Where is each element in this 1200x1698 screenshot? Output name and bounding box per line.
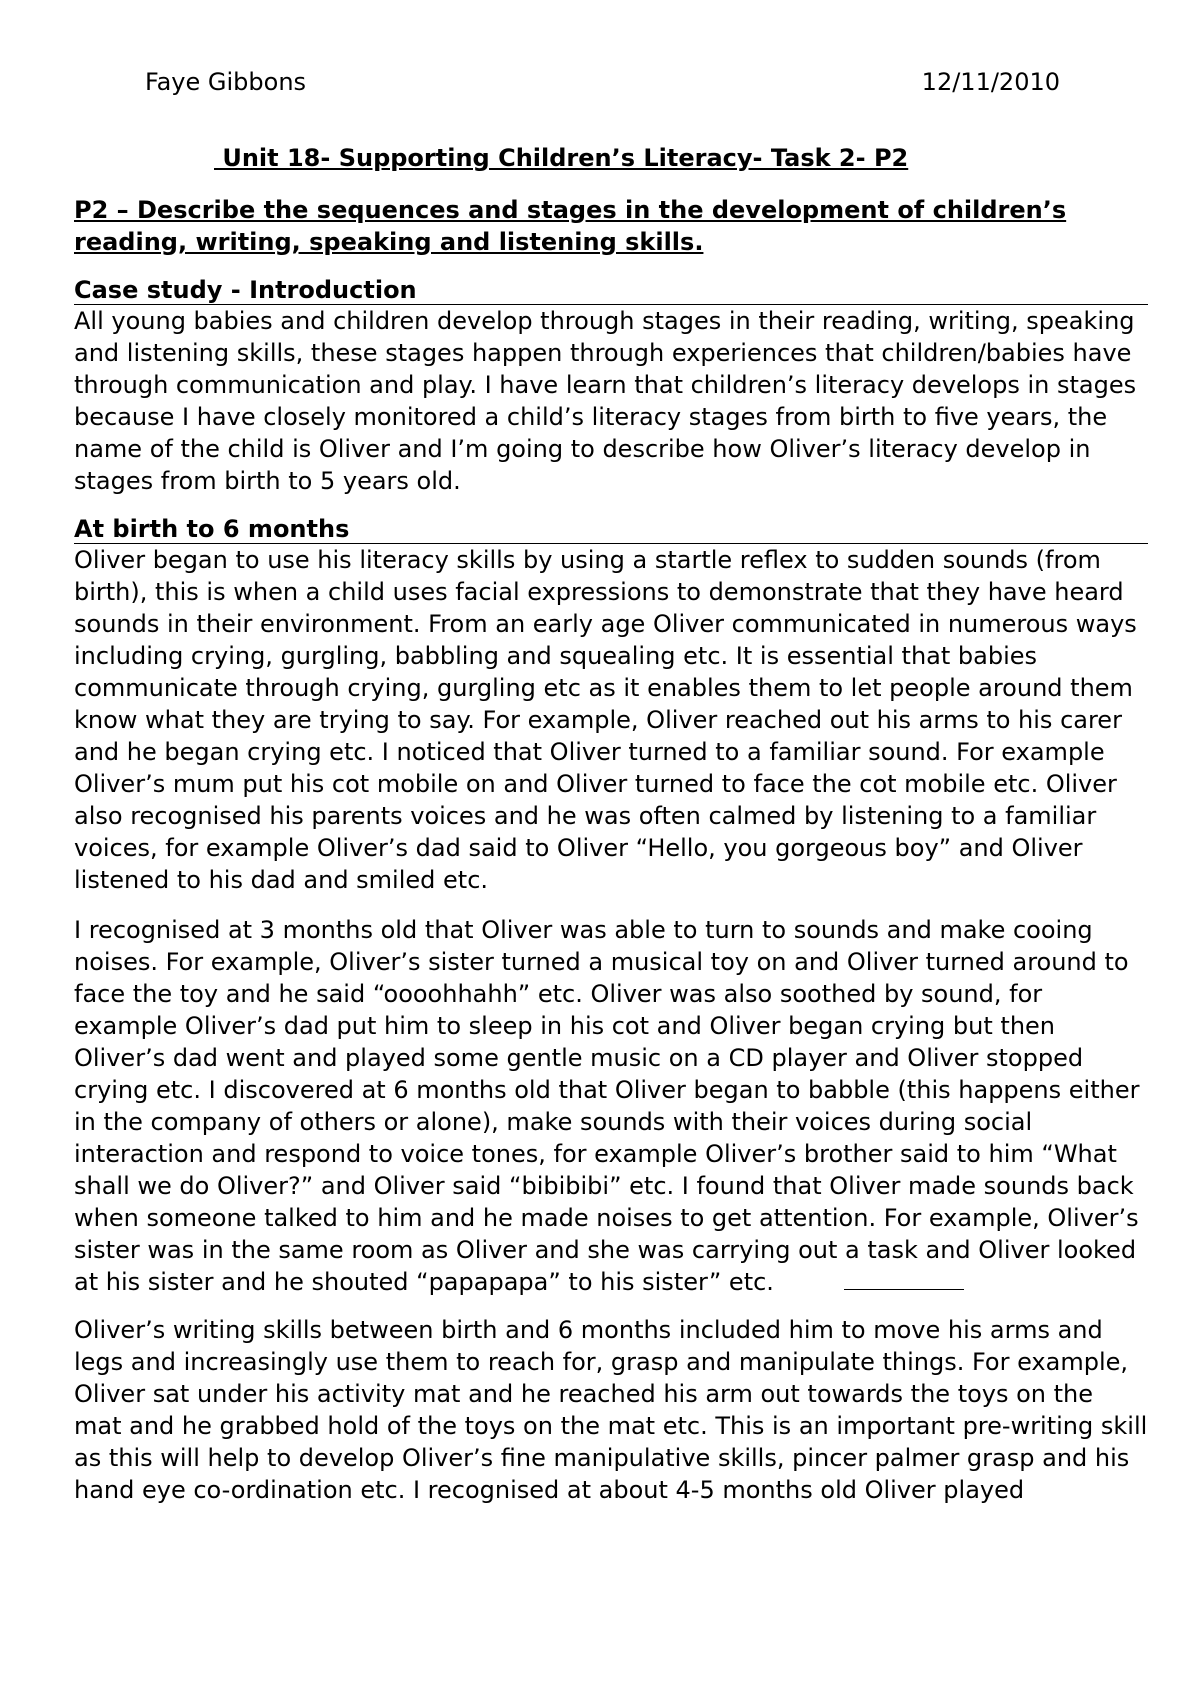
paragraph: Oliver’s writing skills between birth and 6 months included him to move his arms and legs and increasingly use them to reach for, grasp and manipulate things. For example, Oliver sat under his activity mat and he reached his arm out towards the toys on the mat and he grabbed hold of the toys on the mat etc. This is an important pre-writing skill as this will help to develop Oliver’s fine manipulative skills, pincer palmer grasp and his hand eye co-ordination etc. I recognised at about 4-5 months old Oliver played (74, 1316, 1148, 1504)
document-title: Unit 18- Supporting Children’s Literacy- Task 2- P2 (214, 144, 909, 172)
document-date: 12/11/2010 (921, 68, 1060, 96)
paragraph (74, 914, 1148, 1298)
task-question: P2 – Describe the sequences and stages in the development of children’s reading, writing, speaking and listening skills. (74, 196, 1067, 256)
document-body (74, 194, 1148, 1524)
section-heading: At birth to 6 months (74, 515, 1148, 544)
document-header (145, 68, 1060, 102)
paragraph-text: I recognised at 3 months old that Oliver was able to turn to sounds and make cooing noises. For example, Oliver’s sister turned a musical toy on and Oliver turned around to face the toy and he said “oooohhahh” etc. Oliver was also soothed by sound, for example Oliver’s dad put him to sleep in his cot and Oliver began crying but then Oliver’s dad went and played some gentle music on a CD player and Oliver stopped crying etc. I discovered at 6 months old that Oliver began to babble (this happens either in the company of others or alone), make sounds with their voices during social interaction and respond to voice tones, for example Oliver’s brother said to him “What shall we do Oliver?” and Oliver said “bibibibi” etc. I found that Oliver made sounds back when someone talked to him and he made noises to get attention. For example, Oliver’s sister was in the same room as Oliver and she was carrying out a task and Oliver looked at his sister and he shouted “papapapa” to his sister” etc. (74, 916, 1140, 1296)
section-birth-to-6-months (74, 515, 1148, 1506)
author-name: Faye Gibbons (145, 68, 307, 96)
section-heading: Case study - Introduction (74, 276, 1148, 305)
paragraph: All young babies and children develop through stages in their reading, writing, speaking and listening skills, these stages happen through experiences that children/babies have through communication and play. I have learn that children’s literacy develops in stages because I have closely monitored a child’s literacy stages from birth to five years, the name of the child is Oliver and I’m going to describe how Oliver’s literacy develop in stages from birth to 5 years old. (74, 307, 1137, 495)
paragraph: Oliver began to use his literacy skills by using a startle reflex to sudden sounds (from birth), this is when a child uses facial expressions to demonstrate that they have heard sounds in their environment. From an early age Oliver communicated in numerous ways including crying, gurgling, babbling and squealing etc. It is essential that babies communicate through crying, gurgling etc as it enables them to let people around them know what they are trying to say. For example, Oliver reached out his arms to his carer and he began crying etc. I noticed that Oliver turned to a familiar sound. For example Oliver’s mum put his cot mobile on and Oliver turned to face the cot mobile etc. Oliver also recognised his parents voices and he was often calmed by listening to a familiar voices, for example Oliver’s dad said to Oliver “Hello, you gorgeous boy” and Oliver listened to his dad and smiled etc. (74, 546, 1137, 894)
blank-line (844, 1269, 964, 1290)
section-introduction (74, 276, 1148, 497)
